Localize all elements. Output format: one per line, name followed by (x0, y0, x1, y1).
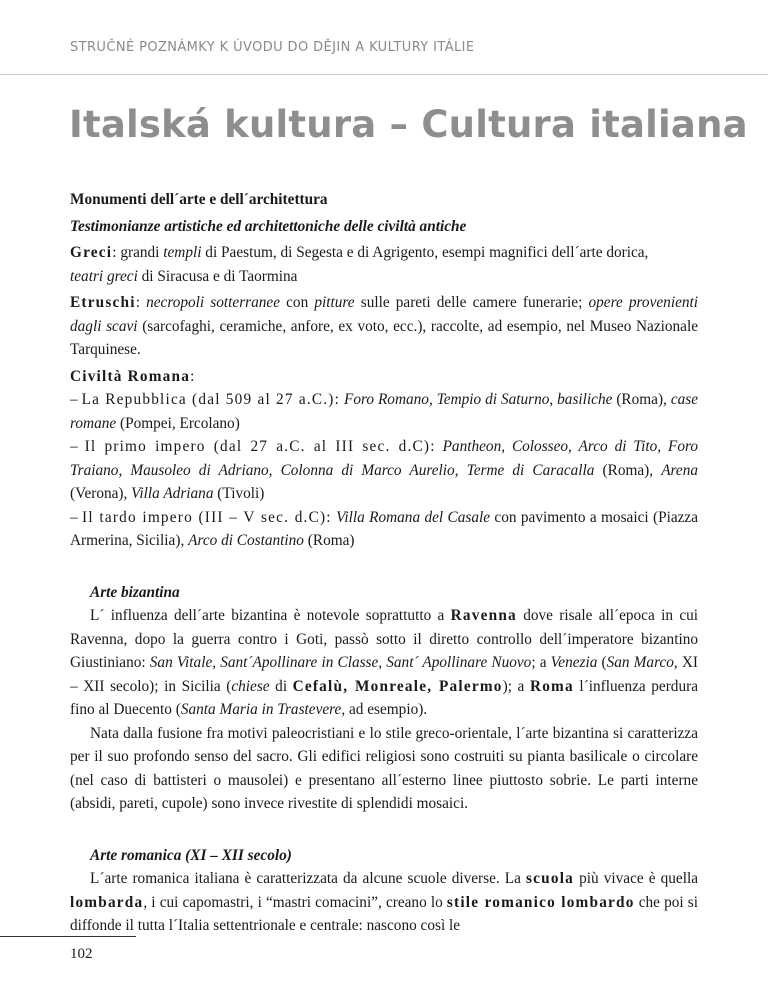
italic-text: San Marco (606, 654, 674, 671)
list-item-tardo-impero (70, 506, 698, 553)
section-heading-bizantina (70, 581, 698, 605)
italic-text: opere provenienti dagli scavi (70, 294, 699, 335)
text: (Tivoli) (213, 485, 265, 502)
period-label: Il tardo impero (III – V sec. d.C): (82, 508, 332, 526)
list-item-repubblica (70, 388, 698, 435)
text: ; a (531, 654, 551, 671)
paragraph-romanica-1 (70, 867, 698, 938)
italic-text: Venezia (550, 654, 598, 671)
text: sulle pareti delle camere funerarie; (354, 294, 589, 311)
text: (sarcofaghi, ceramiche, anfore, ex voto, ecc.), raccolte, ad esempio, nel Museo Nazionale Tarquinese. (70, 317, 698, 358)
italic-text: Villa Romana del Casale (331, 508, 491, 526)
italic-text: Foro Romano, Tempio di Saturno, basiliche (340, 391, 613, 408)
paragraph-etruschi (70, 291, 698, 362)
term-stile-romanico-lombardo: stile romanico lombardo (446, 893, 635, 911)
term-scuola: scuola (526, 870, 575, 887)
text: (Roma), (612, 391, 671, 408)
text: , XI – XII secolo); in Sicilia ( (70, 654, 699, 695)
subheading-text: Testimonianze artistiche ed architettoniche delle civiltà antiche (70, 217, 467, 235)
text: che poi si diffonde il tutta l´Italia settentrionale e centrale: nascono così le (70, 893, 698, 934)
italic-text: case romane (70, 391, 698, 432)
text: dove risale all´epoca in cui Ravenna, dopo la guerra contro i Goti, passò sotto il diretto controllo dell´imperatore bizantino Giustiniano: (70, 607, 699, 671)
text: (Roma), (594, 461, 662, 479)
text: con (279, 294, 315, 311)
term-lombarda: lombarda (70, 893, 144, 911)
text: L´ influenza dell´arte bizantina è notevole soprattutto a (90, 607, 451, 624)
text: con pavimento a mosaici (Piazza Armerina, Sicilia), (70, 508, 698, 549)
header-rule (0, 74, 768, 75)
italic-text: chiese (231, 677, 270, 695)
period-label: La Repubblica (dal 509 al 27 a.C.): (81, 391, 341, 408)
italic-text: Pantheon, Colosseo, Arco di Tito, Foro Traiano, Mausoleo di Adriano, Colonna di Marco Aurelio, Terme di Caracalla (70, 438, 698, 479)
text: l´influenza perdura fino al Duecento ( (70, 677, 698, 718)
paragraph-bizantina-1 (70, 604, 698, 722)
section-heading (70, 188, 698, 212)
page-number: 102 (70, 946, 93, 962)
italic-text: San Vitale, Sant´Apollinare in Classe, Sant´ Apollinare Nuovo (149, 654, 532, 671)
footer-rule (0, 936, 136, 937)
place-ravenna: Ravenna (450, 607, 517, 624)
italic-text: templi (163, 244, 202, 261)
text: di Paestum, di Segesta e di Agrigento, esempi magnifici dell´arte dorica, (201, 244, 649, 261)
text: L´arte romanica italiana è caratterizzata da alcune scuole diverse. La (90, 870, 527, 887)
list-item-primo-impero (70, 435, 698, 506)
dash: – (70, 438, 85, 455)
page-body (70, 188, 698, 938)
paragraph-bizantina-2: Nata dalla fusione fra motivi paleocristiani e lo stile greco-orientale, l´arte bizantina si caratterizza per il suo profondo senso del sacro. Gli edifici religiosi sono costruiti su pianta basilicale o circolare (nel caso di battisteri o mausolei) e presentano all´esterno linee piuttosto sobrie. Le parti interne (absidi, pareti, cupole) sono invece rivestite di splendidi mosaici. (70, 724, 698, 812)
section-subheading (70, 215, 698, 239)
text: , ad esempio). (341, 701, 428, 718)
paragraph-greci (70, 241, 698, 288)
text: più vivace è quella (574, 870, 698, 887)
text: ( (597, 654, 607, 671)
italic-text: Villa Adriana (131, 485, 214, 502)
italic-text: pitture (314, 294, 355, 311)
places-sicilia: Cefalù, Monreale, Palermo (292, 677, 503, 695)
heading-text: Monumenti dell´arte e dell´architettura (70, 191, 328, 208)
heading-text: Arte romanica (XI – XII secolo) (90, 846, 292, 864)
text: di (269, 677, 293, 695)
text: ); a (502, 677, 530, 695)
text: : (190, 367, 195, 385)
chapter-title: Italská kultura – Cultura italiana (69, 103, 748, 146)
italic-text: necropoli sotterranee (146, 294, 280, 311)
dash: – (70, 391, 82, 408)
text: , i cui capomastri, i “mastri comacini”, creano lo (143, 893, 447, 911)
italic-text: Santa Maria in Trastevere (180, 701, 342, 718)
term-civilta-romana: Civiltà Romana (70, 367, 191, 385)
text: (Roma) (303, 532, 355, 549)
dash: – (70, 508, 83, 526)
heading-text: Arte bizantina (90, 583, 180, 601)
paragraph-romana-label (70, 365, 698, 389)
running-header: STRUČNÉ POZNÁMKY K ÚVODU DO DĚJIN A KULTURY ITÁLIE (70, 40, 475, 55)
section-heading-romanica (70, 844, 698, 868)
term-greci: Greci (70, 244, 113, 261)
text: (Verona), (70, 485, 132, 502)
period-label: Il primo impero (dal 27 a.C. al III sec. d.C): (84, 438, 436, 455)
text: di Siracusa e di Taormina (137, 267, 298, 285)
term-etruschi: Etruschi (70, 294, 136, 311)
text: : grandi (112, 244, 164, 261)
italic-text: Arco di Costantino (188, 532, 304, 549)
italic-text: Arena (661, 461, 699, 479)
place-roma: Roma (529, 677, 574, 695)
italic-text: teatri greci (70, 267, 138, 285)
text: : (135, 294, 147, 311)
text: (Pompei, Ercolano) (116, 414, 240, 432)
